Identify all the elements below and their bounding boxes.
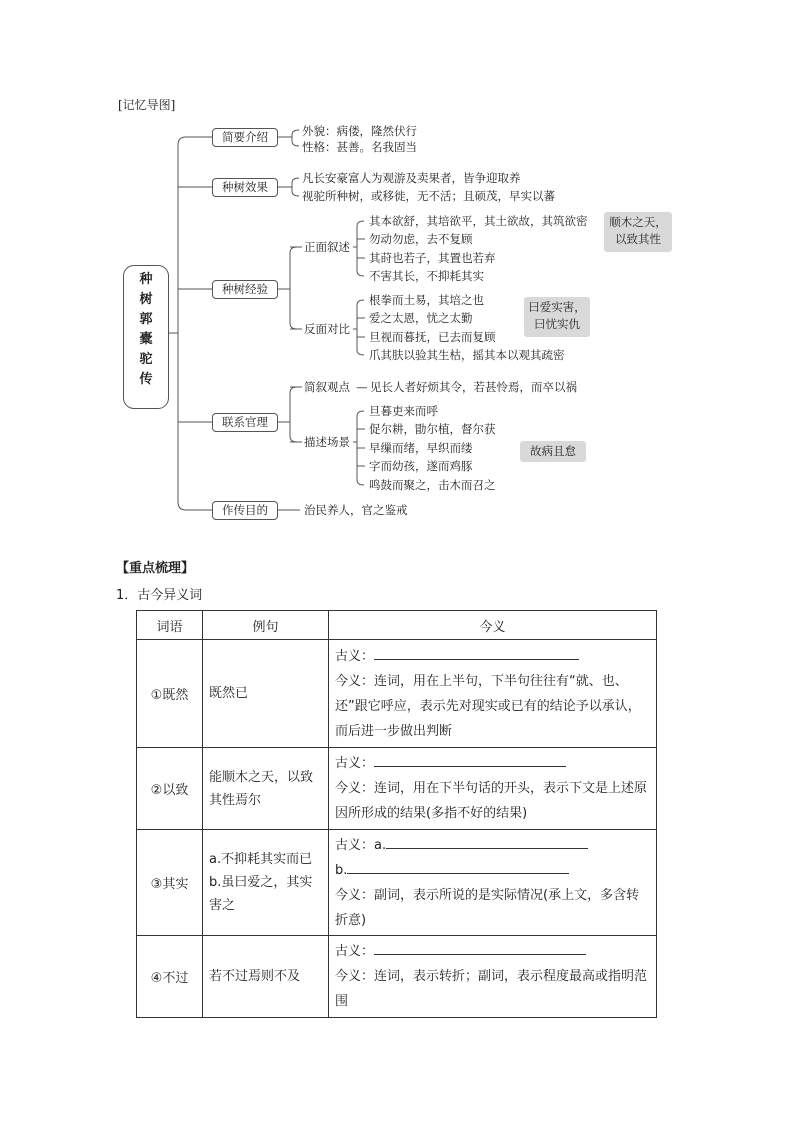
positive-leaf: 勿动勿虑，去不复顾	[369, 232, 473, 246]
word-cell: ③其实	[137, 830, 203, 936]
effect-leaf: 凡长安豪富人为观游及卖果者，皆争迎取养	[302, 171, 521, 185]
example-cell	[203, 936, 329, 1018]
example-line: a.不抑耗其实而已	[209, 852, 313, 867]
word-cell: ④不过	[137, 936, 203, 1018]
ancient-meaning-line	[335, 751, 650, 776]
meaning-cell	[329, 936, 657, 1018]
purpose-leaf: 治民养人，官之鉴戒	[304, 503, 408, 517]
ancient-b-label: b.	[335, 862, 348, 878]
review-heading: 【重点梳理】	[116, 561, 195, 576]
ancient-meaning-line	[335, 939, 650, 964]
table-row	[137, 830, 657, 936]
table-row	[137, 936, 657, 1018]
positive-leaf: 其本欲舒，其培欲平，其土欲故，其筑欲密	[369, 214, 588, 228]
col-header-example: 例句	[203, 611, 329, 640]
ancient-label: 古义：a.	[335, 837, 387, 853]
section-purpose-box: 作传目的	[212, 501, 278, 520]
ancient-label: 古义：	[335, 944, 375, 959]
answer-blank[interactable]	[374, 942, 586, 955]
col-header-meaning: 今义	[329, 611, 657, 640]
intro-leaf: 外貌：病偻，隆然伏行	[302, 124, 417, 138]
ancient-label: 古义：	[335, 648, 375, 664]
scene-leaf: 早缫而绪，早织而缕	[369, 441, 473, 455]
section-official-box: 联系官理	[212, 413, 278, 432]
answer-blank[interactable]	[347, 861, 569, 874]
scene-leaf: 促尔耕，勖尔植，督尔获	[369, 422, 496, 436]
viewpoint-dash: —	[356, 380, 368, 394]
mindmap-root: 种树郭橐驼传	[123, 265, 169, 409]
ancient-meaning-line	[335, 644, 650, 669]
modern-meaning: 今义：连词，表示转折；副词，表示程度最高或指明范围	[335, 969, 648, 1009]
example-line: b.虽曰爱之，其实害之	[209, 875, 313, 913]
answer-blank[interactable]	[374, 647, 579, 660]
meaning-cell	[329, 748, 657, 830]
answer-blank[interactable]	[386, 836, 588, 849]
intro-leaf: 性格：甚善。名我固当	[302, 140, 417, 154]
negative-leaf: 爪其肤以验其生枯，摇其本以观其疏密	[369, 348, 565, 362]
scene-note: 故病且怠	[520, 441, 586, 462]
positive-note: 顺木之天，以致其性	[604, 212, 672, 252]
ancient-meaning-line-b	[335, 858, 650, 883]
modern-meaning: 今义：副词，表示所说的是实际情况(承上文，多含转折意)	[335, 887, 640, 928]
section-intro-box: 简要介绍	[212, 128, 278, 147]
mindmap-heading: [记忆导图]	[118, 98, 176, 112]
example-line: 既然已	[209, 686, 249, 701]
scene-leaf: 字而幼孩，遂而鸡豚	[369, 459, 473, 473]
item-1-title: 1．古今异义词	[116, 588, 203, 603]
meaning-cell	[329, 640, 657, 748]
col-header-word: 词语	[137, 611, 203, 640]
section-effect-box: 种树效果	[212, 178, 278, 197]
ancient-label: 古义：	[335, 756, 375, 771]
modern-meaning: 今义：连词，用在上半句，下半句往往有“就、也、还”跟它呼应，表示先对现实或已有的结论予以承认，而后进一步做出判断	[335, 673, 641, 739]
example-line: 能顺木之天，以致其性焉尔	[209, 769, 314, 808]
table-header-row	[137, 611, 657, 640]
ancient-meaning-line	[335, 833, 650, 858]
viewpoint-leaf: 见长人者好烦其令，若甚怜焉，而卒以祸	[370, 380, 577, 394]
word-cell: ①既然	[137, 640, 203, 748]
meaning-cell	[329, 830, 657, 936]
scene-leaf: 旦暮吏来而呼	[369, 404, 438, 418]
word-cell: ②以致	[137, 748, 203, 830]
table-row	[137, 748, 657, 830]
positive-leaf: 不害其长，不抑耗其实	[369, 269, 484, 283]
modern-meaning: 今义：连词，用在下半句话的开头，表示下文是上述原因所形成的结果(多指不好的结果)	[335, 781, 648, 821]
answer-blank[interactable]	[374, 754, 566, 767]
section-experience-box: 种树经验	[212, 280, 278, 299]
negative-leaf: 爱之太恩，忧之太勤	[369, 311, 473, 325]
negative-note: 曰爱实害，曰忧实仇	[524, 297, 590, 337]
sub-viewpoint-label: 简叙观点	[304, 380, 350, 394]
sub-positive-label: 正面叙述	[304, 240, 350, 254]
negative-leaf: 根拳而土易，其培之也	[369, 293, 484, 307]
positive-leaf: 其莳也若子，其置也若弃	[369, 251, 496, 265]
scene-leaf: 鸣鼓而聚之，击木而召之	[369, 478, 496, 492]
table-row	[137, 640, 657, 748]
sub-scene-label: 描述场景	[304, 435, 350, 449]
example-line: 若不过焉则不及	[209, 969, 301, 984]
effect-leaf: 视驼所种树，或移徙，无不活；且硕茂，早实以蕃	[302, 189, 555, 203]
example-cell	[203, 830, 329, 936]
vocab-table	[136, 610, 657, 1018]
example-cell	[203, 640, 329, 748]
sub-negative-label: 反面对比	[304, 322, 350, 336]
negative-leaf: 旦视而暮抚，已去而复顾	[369, 330, 496, 344]
example-cell	[203, 748, 329, 830]
